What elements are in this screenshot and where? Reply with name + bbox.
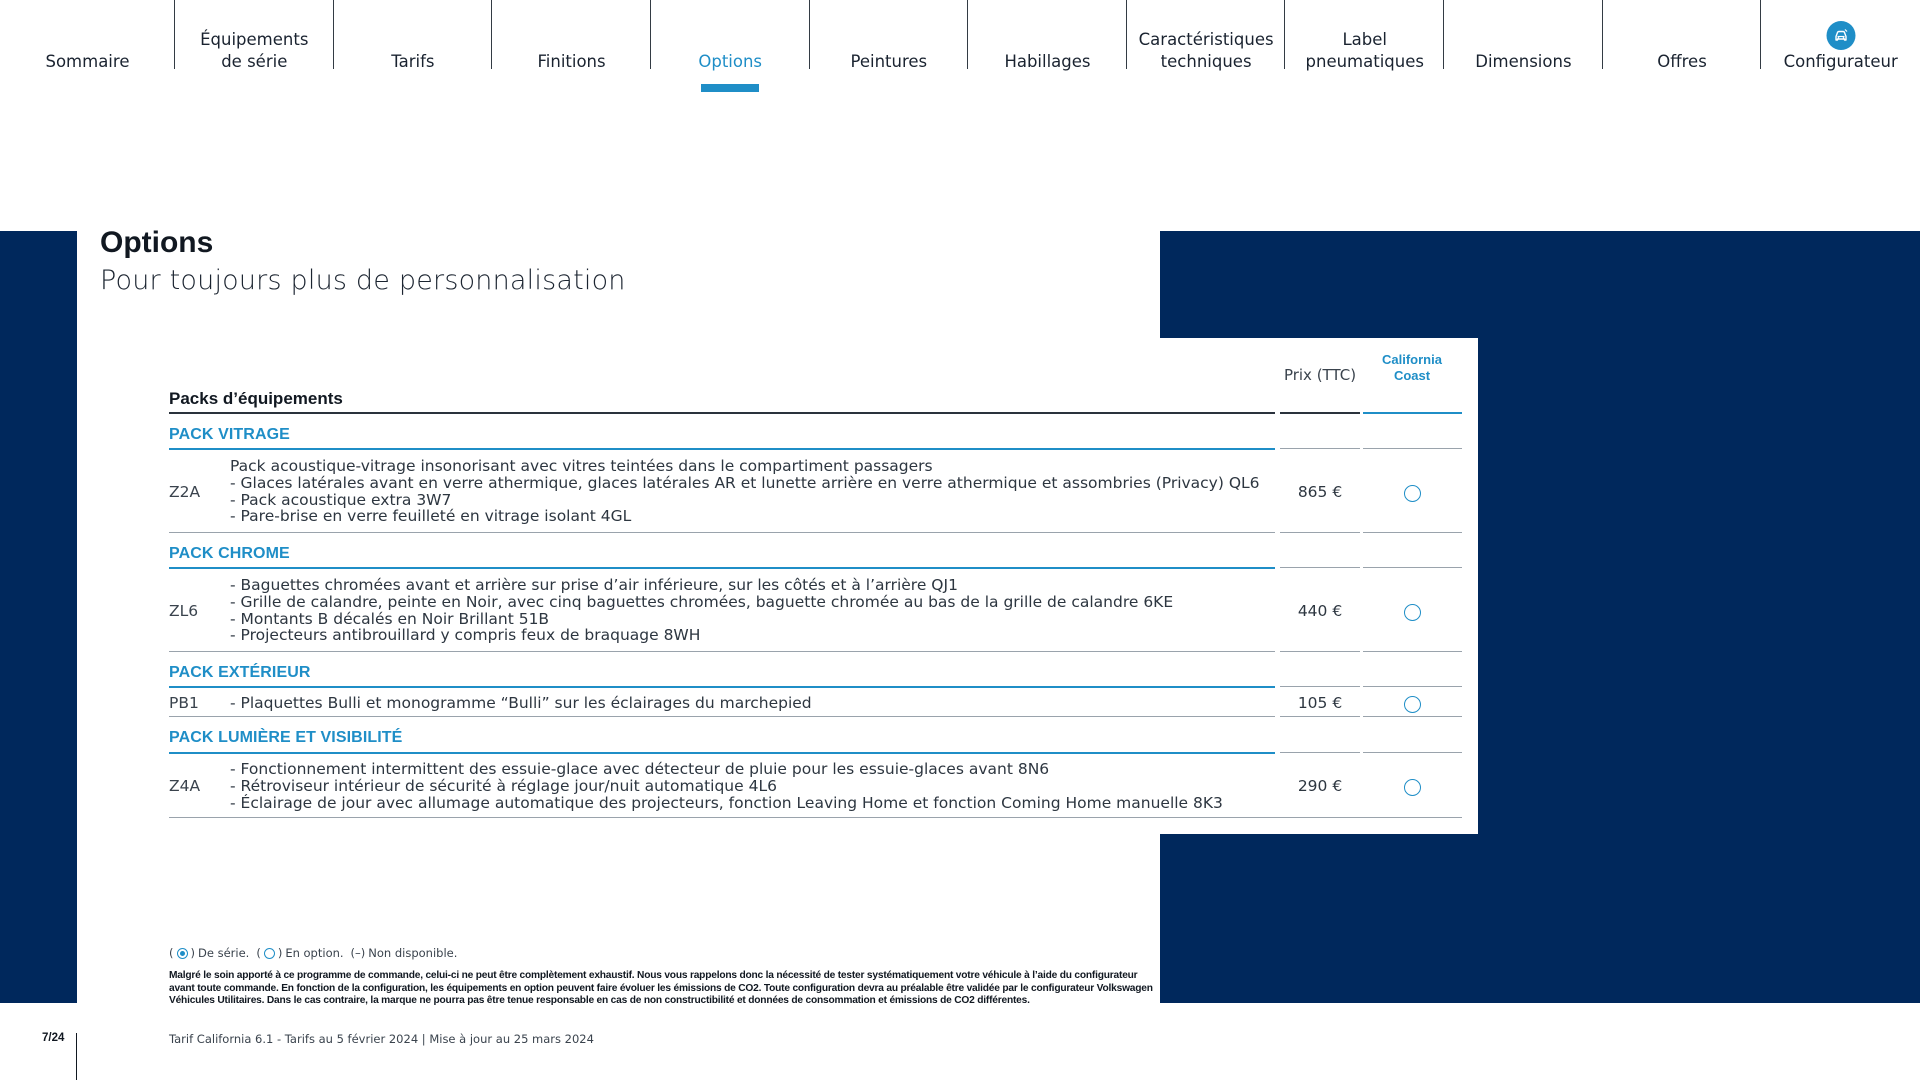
pack-title-rule — [169, 448, 1275, 450]
legal-disclaimer: Malgré le soin apporté à ce programme de commande, celui-ci ne peut être complètement exhaustif. Nous vous rappelons donc la nécessité de tester systématiquement votre véhicule à l’aide du configurateur avant toute commande. En fonction de la configuration, les équipements en option peuvent faire évoluer les émissions de CO2. Toute configuration devra au préalable être validée par le configurateur Volkswagen Véhicules Utilitaires. Dans le cas contraire, la marque ne pourra pas être tenue responsable en cas de non constructibilité et données de consommation et émissions de CO2 différentes. — [169, 970, 1153, 1006]
legend-unavailable: Non disponible. — [368, 946, 458, 960]
car-configurator-icon[interactable] — [1826, 21, 1855, 50]
section-rule — [169, 412, 1275, 414]
legend-standard: De série. — [198, 946, 250, 960]
cell-rule — [1280, 686, 1360, 687]
option-price: 865 € — [1297, 483, 1343, 501]
option-available-icon — [1404, 779, 1421, 796]
cell-rule — [1363, 448, 1462, 449]
nav-label: Label pneumatiques — [1305, 30, 1424, 71]
row-rule — [169, 532, 1275, 533]
pack-title-rule — [169, 752, 1275, 754]
cell-rule — [1280, 567, 1360, 568]
unavailable-symbol: (–) — [350, 946, 366, 960]
description-line: - Rétroviseur intérieur de sécurité à réglage jour/nuit automatique 4L6 — [230, 776, 777, 795]
page-subtitle: Pour toujours plus de personnalisation — [100, 265, 626, 296]
option-description — [230, 577, 1173, 644]
nav-item-sommaire[interactable] — [0, 0, 175, 75]
option-code: ZL6 — [169, 602, 199, 620]
pack-title: PACK VITRAGE — [169, 426, 290, 443]
nav-label: Offres — [1657, 52, 1707, 71]
cell-rule — [1363, 752, 1462, 753]
nav-item-finitions[interactable] — [492, 0, 651, 75]
pack-title-rule — [169, 567, 1275, 569]
price-column-header: Prix (TTC) — [1283, 366, 1357, 384]
nav-item-offres[interactable] — [1603, 0, 1762, 75]
legend-option: En option. — [285, 946, 344, 960]
nav-item-label-pneumatiques[interactable] — [1285, 0, 1444, 75]
option-available-icon — [1404, 696, 1421, 713]
option-price: 105 € — [1297, 694, 1343, 712]
section-rule-price — [1280, 412, 1360, 414]
nav-label: Habillages — [1004, 52, 1091, 71]
row-rule — [1363, 651, 1462, 652]
description-line: - Fonctionnement intermittent des essuie-glace avec détecteur de pluie pour les essuie-glaces avant 8N6 — [230, 760, 1050, 778]
cell-rule — [1280, 448, 1360, 449]
nav-label: Tarifs — [391, 52, 435, 71]
nav-item-tarifs[interactable] — [334, 0, 493, 75]
page-number: 7/24 — [42, 1032, 65, 1044]
option-description — [230, 761, 1223, 811]
cell-rule — [1363, 686, 1462, 687]
row-rule — [1363, 716, 1462, 717]
model-column-header: California Coast — [1382, 352, 1442, 383]
page-title: Options — [100, 226, 214, 259]
standard-icon — [177, 948, 188, 959]
option-price: 440 € — [1297, 602, 1343, 620]
active-tab-indicator — [701, 84, 759, 92]
description-line: - Glaces latérales avant en verre athermique, glaces latérales AR et lunette arrière en verre athermique et assombries (Privacy) QL6 — [230, 473, 1260, 492]
page-number-divider — [76, 1033, 77, 1080]
option-available-icon — [1404, 485, 1421, 502]
pack-title-rule — [169, 686, 1275, 688]
row-rule — [169, 716, 1275, 717]
description-line: - Pare-brise en verre feuilleté en vitrage isolant 4GL — [230, 507, 632, 526]
nav-item-habillages[interactable] — [968, 0, 1127, 75]
navy-side-band — [0, 231, 77, 1003]
cell-rule — [1363, 567, 1462, 568]
option-price: 290 € — [1297, 777, 1343, 795]
nav-item-options[interactable] — [651, 0, 810, 75]
row-rule — [1280, 651, 1360, 652]
nav-item-dimensions[interactable] — [1444, 0, 1603, 75]
top-navigation — [0, 0, 1920, 95]
pack-title: PACK LUMIÈRE ET VISIBILITÉ — [169, 729, 403, 746]
row-rule — [1280, 532, 1360, 533]
nav-label: Sommaire — [45, 52, 130, 71]
nav-label: Équipements de série — [200, 30, 309, 71]
option-code: Z2A — [169, 483, 201, 501]
option-available-icon — [1404, 604, 1421, 621]
nav-label: Configurateur — [1783, 52, 1898, 71]
description-line: - Baguettes chromées avant et arrière sur prise d’air inférieure, sur les côtés et à l’arrière QJ1 — [230, 576, 958, 594]
option-code: PB1 — [169, 694, 199, 712]
cell-rule — [1280, 752, 1360, 753]
availability-legend: ( ) De série. ( ) En option. (–) Non disponible. — [169, 946, 458, 960]
nav-label: Options — [698, 52, 763, 71]
description-line: - Montants B décalés en Noir Brillant 51B — [230, 609, 550, 628]
option-description — [230, 458, 1260, 525]
nav-label: Dimensions — [1475, 52, 1572, 71]
nav-label: Caractéristiques techniques — [1138, 30, 1274, 71]
model-header-rule — [1363, 412, 1462, 414]
pack-title: PACK EXTÉRIEUR — [169, 664, 311, 681]
description-line: - Projecteurs antibrouillard y compris feux de braquage 8WH — [230, 626, 701, 645]
nav-item-peintures[interactable] — [810, 0, 969, 75]
nav-label: Peintures — [850, 52, 928, 71]
option-description — [230, 695, 812, 712]
description-line: - Pack acoustique extra 3W7 — [230, 490, 452, 509]
nav-label: Finitions — [537, 52, 606, 71]
row-rule — [1280, 716, 1360, 717]
nav-item-equipements-de-serie[interactable] — [175, 0, 334, 75]
row-rule — [169, 817, 1462, 818]
description-line: Pack acoustique-vitrage insonorisant avec vitres teintées dans le compartiment passagers — [230, 457, 933, 475]
option-icon — [264, 948, 275, 959]
row-rule — [1363, 532, 1462, 533]
description-line: - Grille de calandre, peinte en Noir, avec cinq baguettes chromées, baguette chromée au bas de la grille de calandre 6KE — [230, 592, 1174, 611]
option-code: Z4A — [169, 777, 201, 795]
nav-item-configurateur[interactable] — [1761, 0, 1920, 75]
row-rule — [169, 651, 1275, 652]
nav-item-caracteristiques-techniques[interactable] — [1127, 0, 1286, 75]
pack-title: PACK CHROME — [169, 545, 290, 562]
section-title: Packs d’équipements — [169, 389, 343, 408]
description-line: - Éclairage de jour avec allumage automatique des projecteurs, fonction Leaving Home et fonction Coming Home manuelle 8K3 — [230, 793, 1223, 812]
description-line: - Plaquettes Bulli et monogramme “Bulli” sur les éclairages du marchepied — [230, 694, 812, 712]
document-reference: Tarif California 6.1 - Tarifs au 5 février 2024 | Mise à jour au 25 mars 2024 — [169, 1032, 594, 1046]
